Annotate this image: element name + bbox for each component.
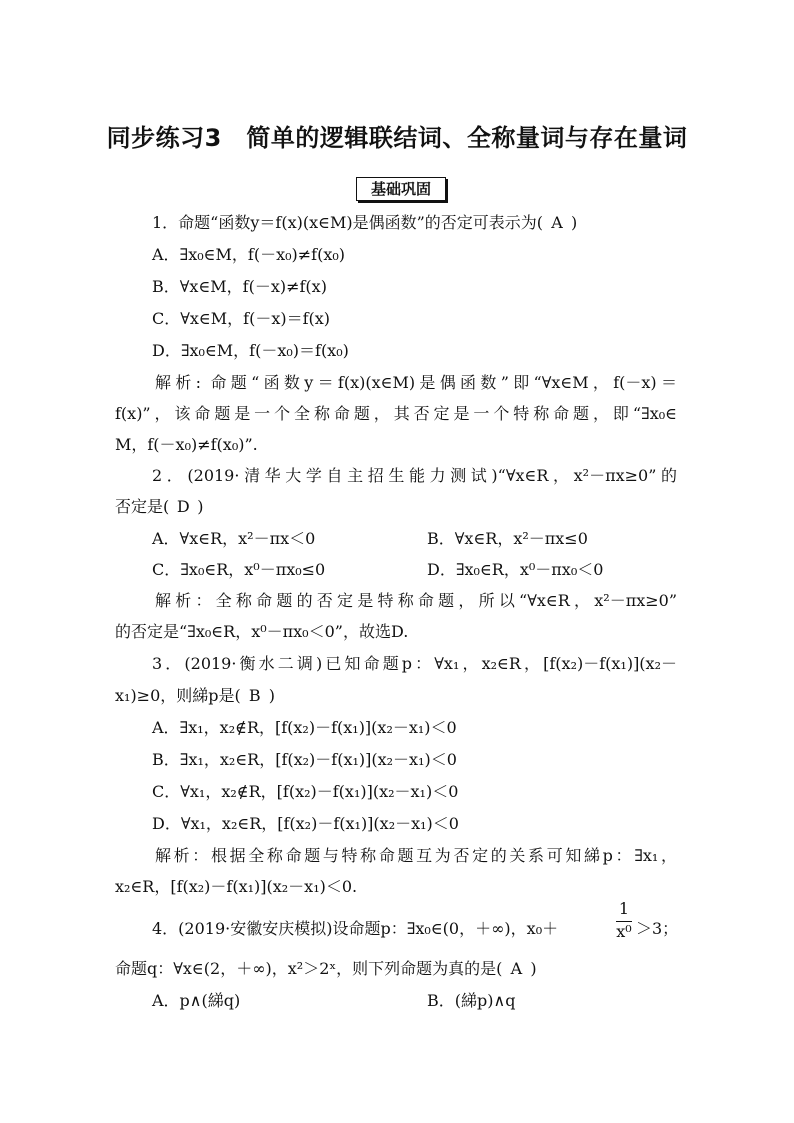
question-3-option-a: A．∃x₁，x₂∉R，[f(x₂)－f(x₁)](x₂－x₁)＜0 — [152, 718, 457, 737]
question-3-answer: B — [248, 686, 261, 705]
question-2-option-b: B．∀x∈R，x²－πx≤0 — [427, 529, 588, 548]
question-4-stem: 4．(2019·安徽安庆模拟)设命题p：∃x₀∈(0，＋∞)，x₀＋ — [152, 919, 559, 938]
question-2-analysis-line: 解析：全称命题的否定是特称命题，所以“∀x∈R，x²－πx≥0” — [155, 591, 677, 610]
question-2-analysis-line: 的否定是“∃x₀∈R，x⁰－πx₀＜0”，故选D. — [115, 622, 409, 641]
fraction-denominator: x⁰ — [616, 922, 632, 941]
question-4-answer: A — [510, 959, 523, 978]
question-1-option-d: D．∃x₀∈M，f(－x₀)＝f(x₀) — [152, 341, 349, 360]
question-3-option-c: C．∀x₁，x₂∉R，[f(x₂)－f(x₁)](x₂－x₁)＜0 — [152, 782, 459, 801]
question-3-stem: 3．(2019·衡水二调)已知命题p：∀x₁，x₂∈R，[f(x₂)－f(x₁)](x₂－ — [152, 654, 677, 673]
page-title: 同步练习3 简单的逻辑联结词、全称量词与存在量词 — [106, 124, 688, 152]
question-4-stem-cont: 命题q：∀x∈(2，＋∞)，x²＞2ˣ，则下列命题为真的是( A ) — [115, 959, 537, 978]
fraction — [616, 899, 632, 943]
question-1-answer: A — [551, 213, 563, 232]
question-4-stem-tail: ＞3； — [636, 919, 679, 938]
question-1-analysis-line: 解析: 命题“函数y＝f(x)(x∈M)是偶函数”即“∀x∈M，f(－x)＝ — [155, 373, 677, 392]
question-3-stem-cont: x₁)≥0，则綈p是( B ) — [115, 686, 276, 705]
fraction-numerator: 1 — [618, 899, 630, 918]
question-2-option-d: D．∃x₀∈R，x⁰－πx₀＜0 — [427, 560, 604, 579]
question-3-analysis-line: x₂∈R，[f(x₂)－f(x₁)](x₂－x₁)＜0. — [115, 877, 358, 896]
question-1-option-c: C．∀x∈M，f(－x)＝f(x) — [152, 309, 331, 328]
question-2-stem-cont: 否定是( D ) — [115, 497, 204, 516]
question-2-stem: 2．(2019·清华大学自主招生能力测试)“∀x∈R，x²－πx≥0”的 — [152, 466, 677, 485]
question-2-answer: D — [176, 497, 190, 516]
question-3-option-d: D．∀x₁，x₂∈R，[f(x₂)－f(x₁)](x₂－x₁)＜0 — [152, 814, 459, 833]
question-4-option-a: A．p∧(綈q) — [152, 991, 241, 1010]
question-1-analysis-line: M，f(－x₀)≠f(x₀)”. — [115, 435, 258, 454]
question-1-option-a: A．∃x₀∈M，f(－x₀)≠f(x₀) — [152, 245, 345, 264]
question-2-option-c: C．∃x₀∈R，x⁰－πx₀≤0 — [152, 560, 326, 579]
question-1-option-b: B．∀x∈M，f(－x)≠f(x) — [152, 277, 327, 296]
question-1-analysis-line: f(x)”，该命题是一个全称命题，其否定是一个特称命题，即“∃x₀∈ — [115, 404, 677, 423]
question-1-stem: 1．命题“函数y＝f(x)(x∈M)是偶函数”的否定可表示为( A ) — [152, 213, 578, 232]
question-2-option-a: A．∀x∈R，x²－πx＜0 — [152, 529, 316, 548]
section-label: 基础巩固 — [356, 177, 446, 201]
question-3-option-b: B．∃x₁，x₂∈R，[f(x₂)－f(x₁)](x₂－x₁)＜0 — [152, 750, 457, 769]
question-3-analysis-line: 解析：根据全称命题与特称命题互为否定的关系可知綈p：∃x₁， — [155, 846, 677, 865]
question-4-option-b: B．(綈p)∧q — [427, 991, 516, 1010]
